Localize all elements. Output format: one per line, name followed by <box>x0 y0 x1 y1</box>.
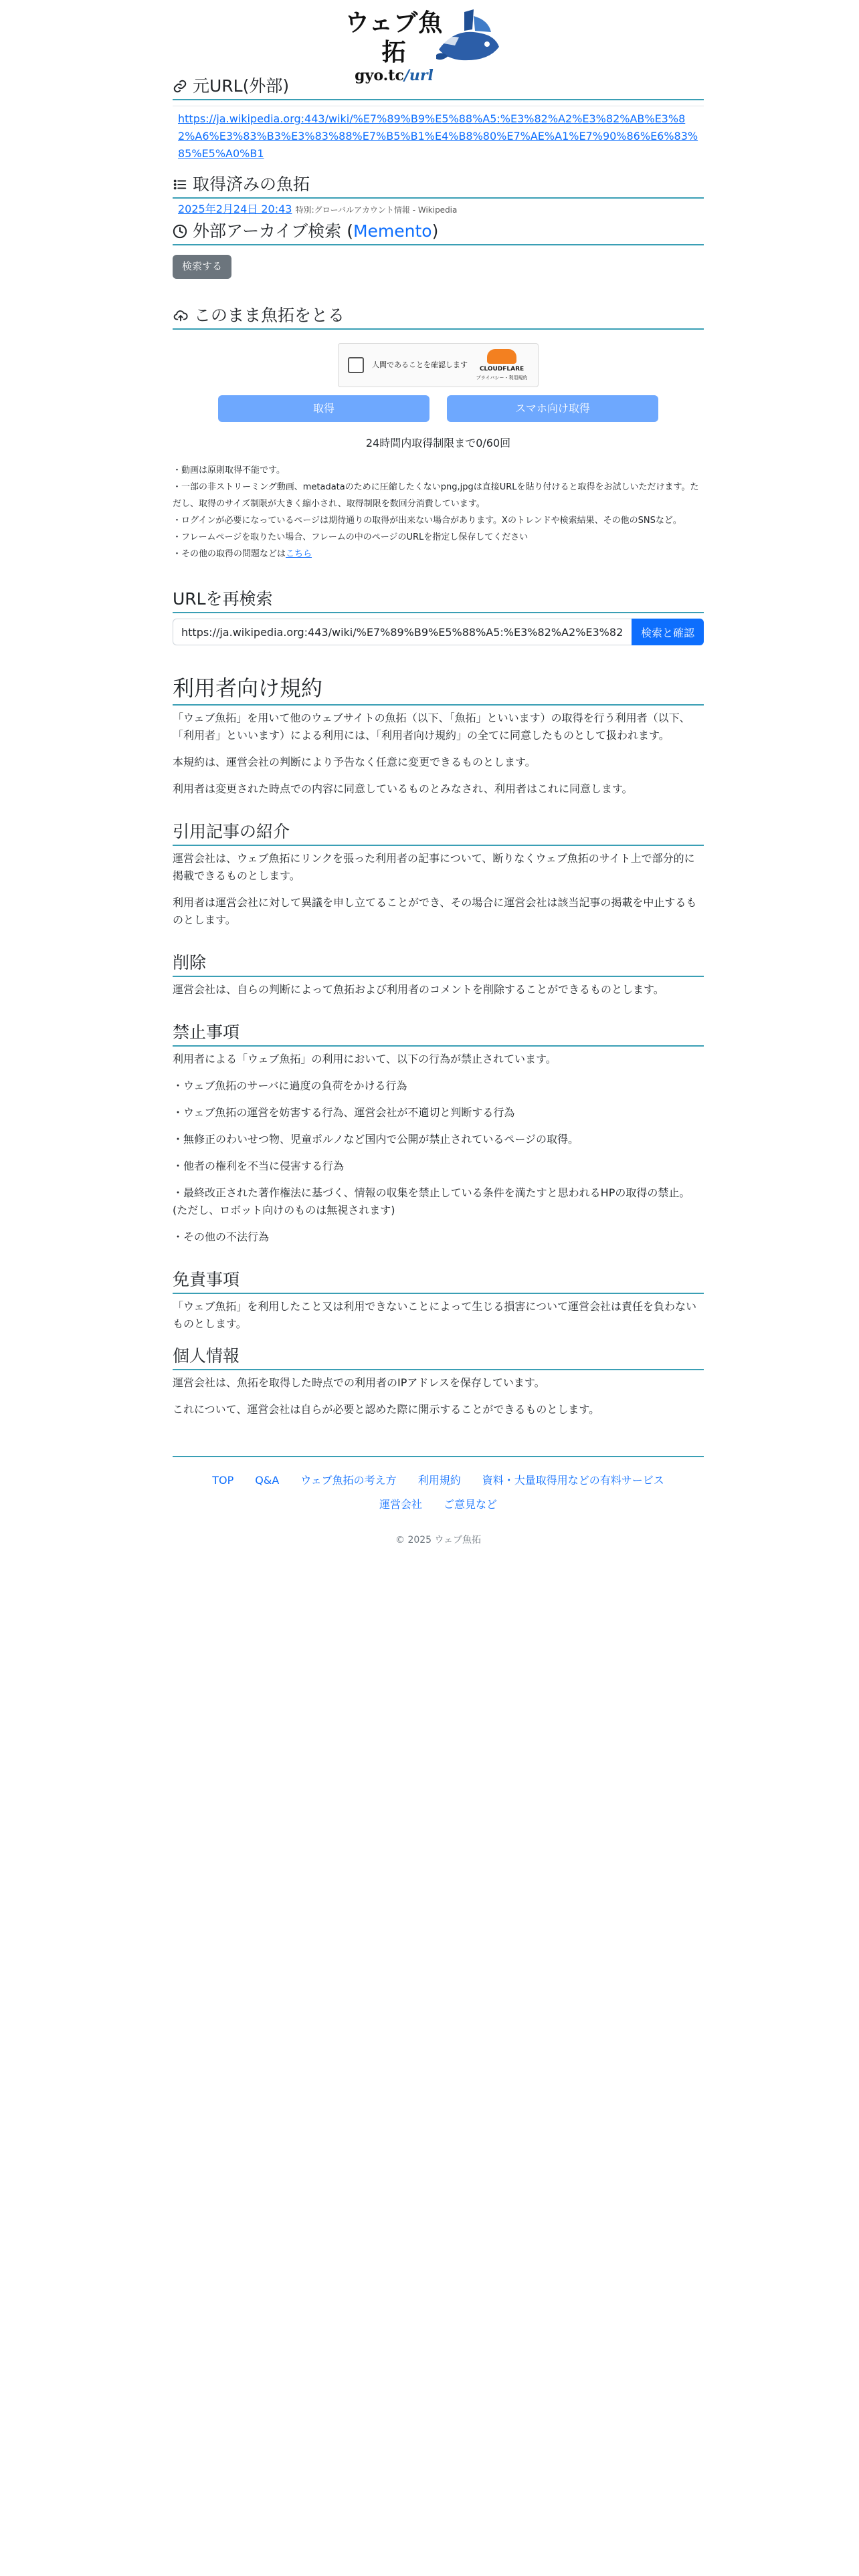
terms-paragraph: 「ウェブ魚拓」を利用したこと又は利用できないことによって生じる損害について運営会社は責任を負わないものとします。 <box>173 1300 697 1330</box>
delete-heading: 削除 <box>173 952 704 977</box>
note-last-prefix: ・その他の取得の問題などは <box>173 549 286 559</box>
captured-heading <box>173 173 704 199</box>
cloudflare-logo <box>475 349 529 381</box>
terms-paragraph: 利用者による「ウェブ魚拓」の利用において、以下の行為が禁止されています。 <box>173 1053 557 1065</box>
captured-heading-text: 取得済みの魚拓 <box>193 175 310 194</box>
footer-link-qa[interactable]: Q&A <box>255 1474 280 1487</box>
original-url-heading-text: 元URL(外部) <box>193 76 290 96</box>
terms-paragraph: ・無修正のわいせつ物、児童ポルノなど国内で公開が禁止されているページの取得。 <box>173 1133 579 1146</box>
search-confirm-button[interactable]: 検索と確認 <box>632 619 704 645</box>
copyright: © 2025 ウェブ魚拓 <box>395 1535 481 1545</box>
logo-main-text: ウェブ魚拓 <box>345 9 444 66</box>
terms-section <box>173 673 704 1418</box>
terms-paragraph: ・ウェブ魚拓のサーバに過度の負荷をかける行為 <box>173 1079 407 1092</box>
research-heading: URLを再検索 <box>173 588 704 613</box>
terms-paragraph: 運営会社は、魚拓を取得した時点での利用者のIPアドレスを保存しています。 <box>173 1376 545 1389</box>
page-container <box>173 0 704 1547</box>
note-item: ・ログインが必要になっているページは期待通りの取得が出来ない場合があります。Xのトレンドや検索結果、その他のSNSなど。 <box>173 516 682 526</box>
logo-domain: gyo.tc <box>355 67 404 84</box>
footer-link-paid-services[interactable]: 資料・大量取得用などの有料サービス <box>482 1474 664 1487</box>
memento-link[interactable]: Memento <box>353 221 432 241</box>
list-icon <box>173 177 187 192</box>
captured-item <box>173 199 704 220</box>
cloudflare-captcha <box>338 343 539 387</box>
cloud-upload-icon <box>173 308 189 323</box>
take-capture-heading-text: このまま魚拓をとる <box>194 306 345 325</box>
footer-link-philosophy[interactable]: ウェブ魚拓の考え方 <box>300 1474 397 1487</box>
fish-logo-icon <box>435 3 502 67</box>
terms-paragraph: ・他者の権利を不当に侵害する行為 <box>173 1160 345 1172</box>
terms-title: 利用者向け規約 <box>173 673 704 706</box>
research-form <box>173 619 704 645</box>
disclaimer-heading: 免責事項 <box>173 1269 704 1294</box>
note-item: ・フレームページを取りたい場合、フレームの中のページのURLを指定し保存してください <box>173 532 529 542</box>
archive-heading-text <box>193 220 438 243</box>
original-url-link[interactable]: https://ja.wikipedia.org:443/wiki/%E7%89%B9%E5%88%A5:%E3%82%A2%E3%82%AB%E3%82%A6%E3%83%B3%E3%83%88%E7%B5%B1%E4%B8%80%E7%AE%A1%E7%90%86%E6%83%85%E5%A0%B1 <box>178 112 698 160</box>
terms-paragraph: ・ウェブ魚拓の運営を妨害する行為、運営会社が不適切と判断する行為 <box>173 1106 515 1119</box>
take-buttons-row <box>173 395 704 422</box>
take-capture-heading <box>173 304 704 330</box>
note-help-link[interactable]: こちら <box>286 549 312 559</box>
captured-date-link[interactable]: 2025年2月24日 20:43 <box>178 203 292 215</box>
archive-search-heading <box>173 220 704 245</box>
cloudflare-cloud-icon <box>487 349 516 364</box>
terms-paragraph: ・その他の不法行為 <box>173 1230 270 1243</box>
archive-heading-prefix: 外部アーカイブ検索 ( <box>193 221 353 241</box>
cloudflare-brand: CLOUDFLARE <box>479 366 524 372</box>
footer-link-top[interactable]: TOP <box>212 1474 234 1487</box>
terms-paragraph: これについて、運営会社は自らが必要と認めた際に開示することができるものとします。 <box>173 1403 600 1416</box>
terms-paragraph: 運営会社は、自らの判断によって魚拓および利用者のコメントを削除することができるものとします。 <box>173 983 664 996</box>
terms-paragraph: 本規約は、運営会社の判断により予告なく任意に変更できるものとします。 <box>173 756 536 768</box>
terms-paragraph: ・最終改正された著作権法に基づく、情報の収集を禁止している条件を満たすと思われるHPの取得の禁止。(ただし、ロボット向けのものは無視されます) <box>173 1186 690 1216</box>
terms-paragraph: 「ウェブ魚拓」を用いて他のウェブサイトの魚拓（以下、「魚拓」といいます）の取得を行う利用者（以下、「利用者」といいます）による利用には、「利用者向け規約」の全てに同意したものとして扱われます。 <box>173 712 690 742</box>
logo-sub-text <box>344 67 444 84</box>
terms-paragraph: 利用者は運営会社に対して異議を申し立てることができ、その場合に運営会社は該当記事の掲載を中止するものとします。 <box>173 896 697 926</box>
captured-page-title: 特別:グローバルアカウント情報 - Wikipedia <box>295 205 458 215</box>
site-footer <box>173 1456 704 1547</box>
mobile-take-button[interactable]: スマホ向け取得 <box>447 395 658 422</box>
capture-notes <box>173 462 704 562</box>
terms-paragraph: 運営会社は、ウェブ魚拓にリンクを張った利用者の記事について、断りなくウェブ魚拓のサイト上で部分的に掲載できるものとします。 <box>173 852 695 882</box>
clock-icon <box>173 224 187 239</box>
captcha-label: 人間であることを確認します <box>372 360 468 369</box>
prohibit-heading: 禁止事項 <box>173 1021 704 1047</box>
note-item: ・動画は原則取得不能です。 <box>173 465 285 475</box>
original-url-box <box>173 106 704 167</box>
terms-paragraph: 利用者は変更された時点での内容に同意しているものとみなされ、利用者はこれに同意します。 <box>173 782 633 795</box>
footer-link-terms[interactable]: 利用規約 <box>417 1474 461 1487</box>
footer-link-feedback[interactable]: ご意見など <box>444 1498 498 1511</box>
take-button[interactable]: 取得 <box>218 395 430 422</box>
logo-text <box>344 8 444 84</box>
archive-heading-suffix: ) <box>432 221 439 241</box>
captcha-checkbox[interactable] <box>348 357 364 373</box>
logo-url-suffix: /url <box>403 67 434 84</box>
privacy-heading: 個人情報 <box>173 1345 704 1370</box>
note-item: ・一部の非ストリーミング動画、metadataのために圧縮したくないpng,jpgは直接URLを貼り付けると取得をお試しいただけます。ただし、取得のサイズ制限が大きく縮小され、取得制限を数回分消費しています。 <box>173 482 699 509</box>
capture-limit-text: 24時間内取得制限まで0/60回 <box>365 437 511 449</box>
quote-heading: 引用記事の紹介 <box>173 821 704 846</box>
link-icon <box>173 79 187 94</box>
site-logo[interactable] <box>173 0 704 84</box>
footer-nav <box>173 1472 704 1513</box>
footer-link-company[interactable]: 運営会社 <box>379 1498 422 1511</box>
cloudflare-links[interactable]: プライバシー・利用規約 <box>476 374 528 381</box>
archive-search-button[interactable]: 検索する <box>173 255 231 279</box>
url-search-input[interactable] <box>173 619 632 645</box>
note-item <box>173 546 704 562</box>
